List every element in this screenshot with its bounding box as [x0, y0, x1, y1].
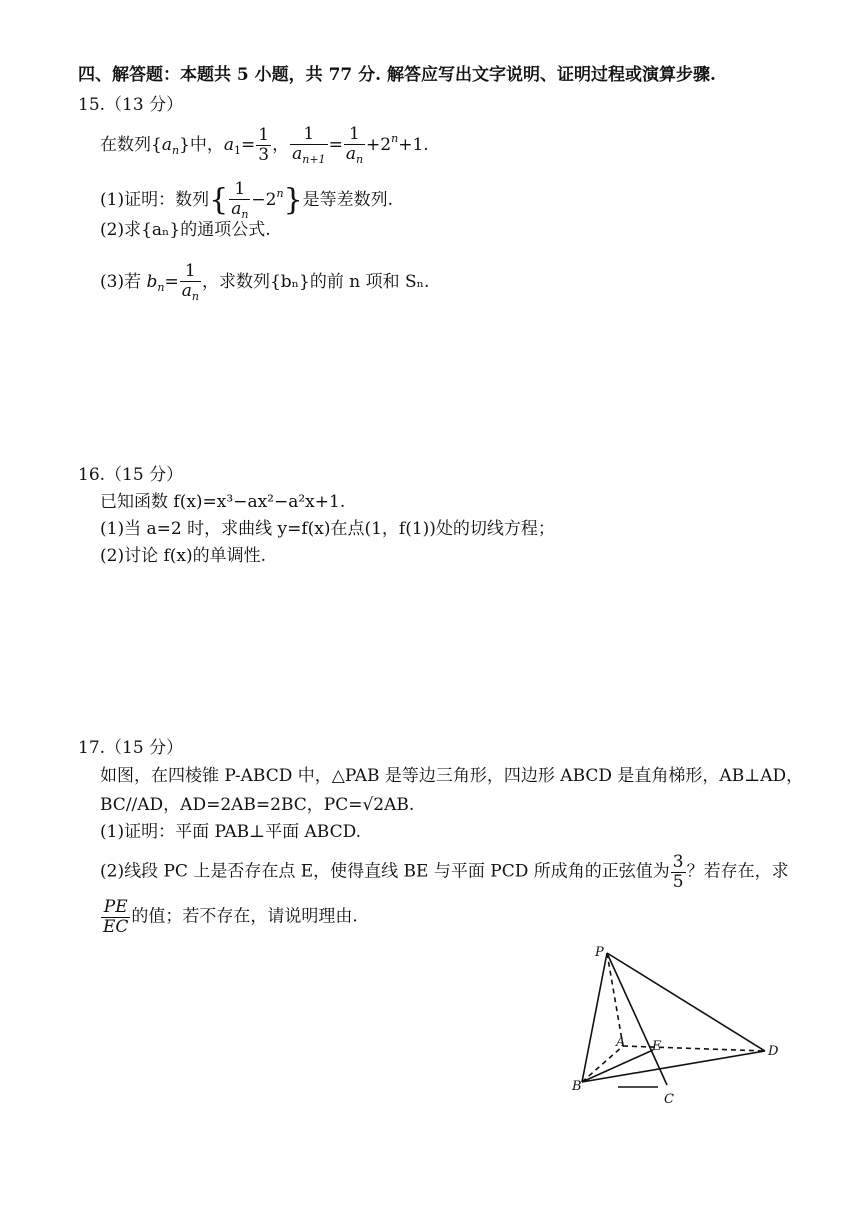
label-P: P	[595, 945, 604, 960]
q16-heading: 16.（15 分）	[78, 465, 184, 485]
q16-part1: (1)当 a=2 时，求曲线 y=f(x)在点(1，f(1))处的切线方程；	[100, 519, 555, 539]
q15-intro-text: 在数列{	[100, 134, 162, 155]
fraction: $\frac{1}{a_n}$	[345, 124, 364, 166]
label-C: C	[664, 1092, 674, 1107]
q15-part2: (2)求{aₙ}的通项公式.	[100, 220, 271, 240]
q17-part1: (1)证明：平面 PAB⊥平面 ABCD.	[100, 822, 362, 842]
fraction: $\frac{PE}{EC}$	[103, 897, 129, 937]
q15-part1: (1)证明：数列{ $\frac{1}{a_n}$ $-2^n$}是等差数列.	[100, 179, 394, 221]
section-header: 四、解答题：本题共 5 小题，共 77 分. 解答应写出文字说明、证明过程或演算步骤.	[78, 65, 716, 85]
q16-line1: 已知函数 f(x)=x³−ax²−a²x+1.	[100, 492, 346, 512]
q17-line2: BC//AD，AD=2AB=2BC，PC=√2AB.	[100, 795, 415, 815]
label-B: B	[572, 1079, 582, 1094]
q17-part2: (2)线段 PC 上是否存在点 E，使得直线 BE 与平面 PCD 所成角的正弦值为 $\frac{3}{5}$ ？若存在，求	[100, 852, 789, 892]
fraction: $\frac{1}{3}$	[258, 125, 270, 165]
fraction: $\frac{1}{a_n}$	[231, 179, 249, 221]
q17-part2-cont: $\frac{PE}{EC}$ 的值；若不存在，请说明理由.	[103, 897, 358, 937]
label-D: D	[768, 1044, 779, 1059]
fraction: $\frac{1}{a_n}$	[181, 261, 199, 303]
q15-part3: (3)若 $b_n=$ $\frac{1}{a_n}$ ，求数列{bₙ}的前 n 项和 Sₙ.	[100, 261, 430, 303]
q17-heading: 17.（15 分）	[78, 738, 184, 758]
label-E: E	[652, 1039, 662, 1054]
label-A: A	[616, 1035, 626, 1050]
fraction: $\frac{1}{a_{n+1}}$	[292, 124, 326, 166]
q15-intro-text: }中，	[179, 134, 224, 155]
pyramid-figure	[560, 940, 800, 1110]
q15-intro: 在数列$\{a_n\}$中，$a_1=$ $\frac{1}{3}$ ， $\frac{1}{a_{n+1}}$ = $\frac{1}{a_n}$ $+2^n+1$.	[100, 124, 429, 166]
q15-heading: 15.（13 分）	[78, 95, 184, 115]
q16-part2: (2)讨论 f(x)的单调性.	[100, 546, 267, 566]
fraction: $\frac{3}{5}$	[672, 852, 684, 892]
q17-line1: 如图，在四棱锥 P-ABCD 中，△PAB 是等边三角形，四边形 ABCD 是直角梯形，AB⊥AD，	[100, 766, 804, 786]
